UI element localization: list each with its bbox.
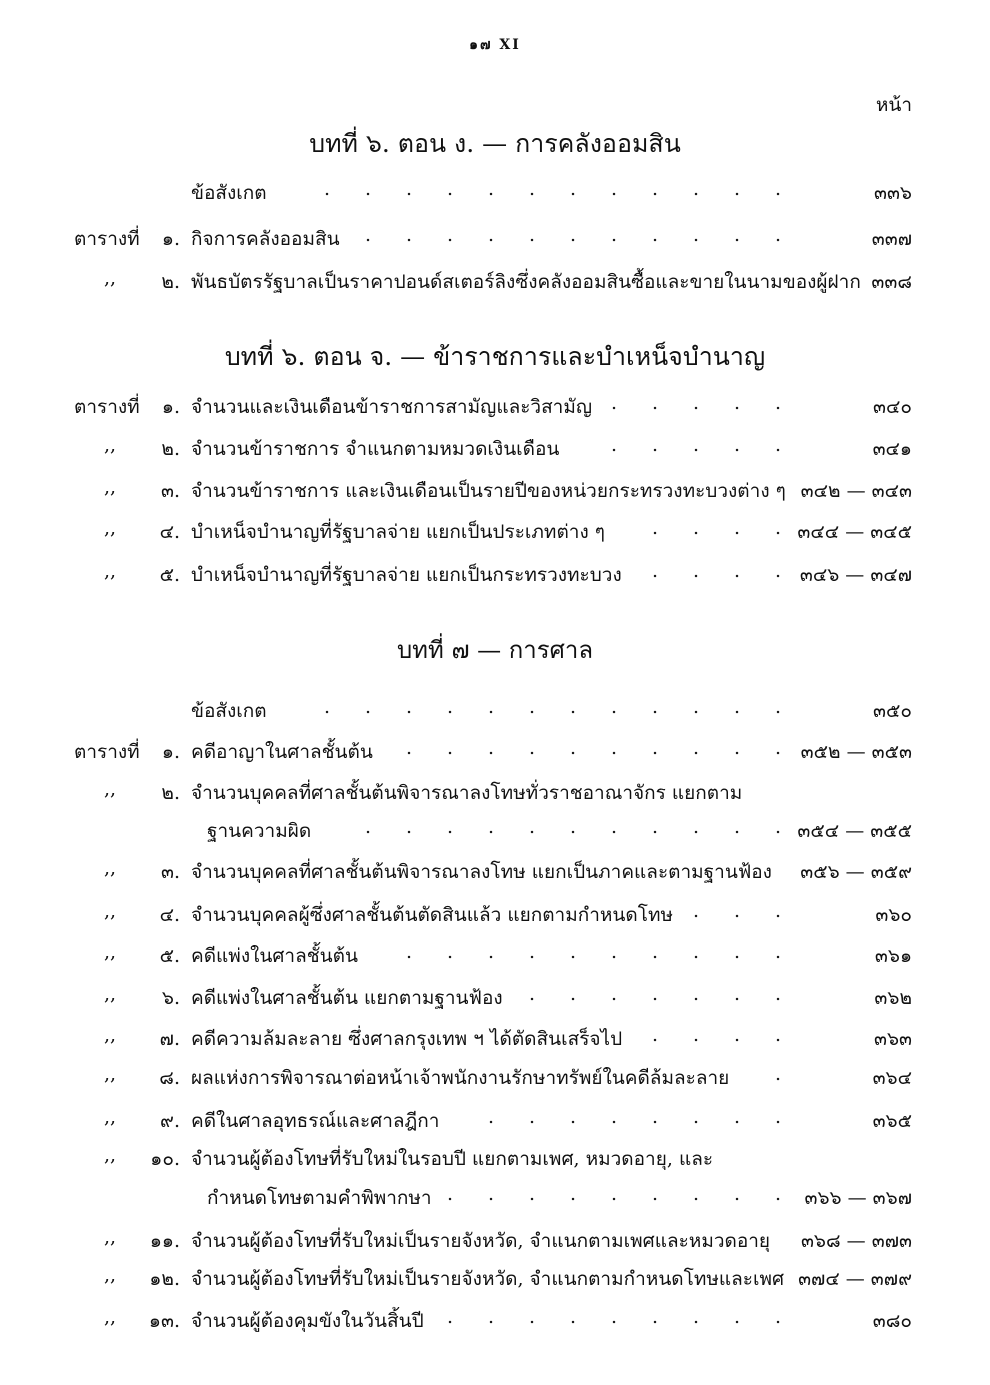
entry-page: ๓๖๘ — ๓๗๓ xyxy=(800,1230,912,1252)
entry-title: จำนวนผู้ต้องโทษที่รับใหม่เป็นรายจังหวัด, จำแนกตามเพศและหมวดอายุ xyxy=(191,1230,771,1252)
entry-number: ๒. xyxy=(161,782,180,804)
entry-title: คดีความล้มละลาย ซึ่งศาลกรุงเทพ ฯ ได้ตัดสินเสร็จไป xyxy=(191,1028,623,1050)
entry-title: คดีอาญาในศาลชั้นต้น xyxy=(191,741,373,763)
toc-row: ข้อสังเกต ๓๓๖ . . . . . . . . . . . . xyxy=(0,178,990,208)
entry-number: ๕. xyxy=(159,945,180,967)
entry-title: จำนวนข้าราชการ และเงินเดือนเป็นรายปีของหน่วยกระทรวงทะบวงต่าง ๆ xyxy=(191,480,786,502)
entry-title: จำนวนผู้ต้องคุมขังในวันสิ้นปี xyxy=(191,1310,424,1332)
table-prefix: ตารางที่ xyxy=(74,396,140,418)
entry-page: ๓๗๔ — ๓๗๙ xyxy=(798,1268,912,1290)
toc-row xyxy=(0,476,990,506)
entry-title: กิจการคลังออมสิน xyxy=(191,228,340,250)
table-prefix: ตารางที่ xyxy=(74,741,140,763)
entry-title: จำนวนบุคคลผู้ซึ่งศาลชั้นต้นตัดสินแล้ว แยกตามกำหนดโทษ xyxy=(191,904,674,926)
table-prefix: ,, xyxy=(104,1106,117,1128)
entry-page: ๓๖๖ — ๓๖๗ xyxy=(804,1187,912,1209)
toc-row: ตารางที่ ๑. คดีอาญาในศาลชั้นต้น ๓๕๒ — ๓๕๓ . . . . . . . . . . xyxy=(0,737,990,767)
toc-row: ข้อสังเกต ๓๕๐ . . . . . . . . . . . . xyxy=(0,696,990,726)
entry-number: ๘. xyxy=(159,1067,180,1089)
entry-number: ๑๑. xyxy=(149,1230,180,1252)
entry-number: ๒. xyxy=(161,271,180,293)
entry-page: ๓๖๑ xyxy=(874,945,912,967)
toc-row: ตารางที่ ๑. กิจการคลังออมสิน ๓๓๗ . . . . . . . . . . . xyxy=(0,224,990,254)
toc-row xyxy=(0,1226,990,1256)
entry-page: ๓๓๘ xyxy=(871,271,912,293)
section-heading-2: บทที่ ๖. ตอน จ. — ข้าราชการและบำเหน็จบำนาญ xyxy=(224,342,766,371)
section-heading-3: บทที่ ๗ — การศาล xyxy=(396,636,594,664)
entry-title: พันธบัตรรัฐบาลเป็นราคาปอนด์สเตอร์ลิงซึ่งคลังออมสินซื้อและขายในนามของผู้ฝาก xyxy=(191,271,861,293)
entry-page: ๓๔๑ xyxy=(872,438,912,460)
entry-page: ๓๕๐ xyxy=(873,700,912,722)
toc-row: ,, ๖. คดีแพ่งในศาลชั้นต้น แยกตามฐานฟ้อง ๓๖๒ . . . . . . . xyxy=(0,983,990,1013)
entry-number: ๒. xyxy=(161,438,180,460)
toc-row xyxy=(0,778,990,808)
entry-title: จำนวนผู้ต้องโทษที่รับใหม่เป็นรายจังหวัด, จำแนกตามกำหนดโทษและเพศ xyxy=(191,1268,785,1290)
table-prefix: ,, xyxy=(104,434,117,456)
entry-number: ๙. xyxy=(160,1110,180,1132)
entry-page: ๓๖๒ xyxy=(874,987,912,1009)
toc-row: ตารางที่ ๑. จำนวนและเงินเดือนข้าราชการสามัญและวิสามัญ ๓๔๐ . . . . . xyxy=(0,392,990,422)
entry-number: ๑. xyxy=(161,396,180,418)
toc-row: กำหนดโทษตามคำพิพากษา ๓๖๖ — ๓๖๗ . . . . . . . . . xyxy=(0,1183,990,1213)
entry-title: กำหนดโทษตามคำพิพากษา xyxy=(207,1187,432,1209)
entry-page: ๓๔๐ xyxy=(873,396,912,418)
table-prefix: ,, xyxy=(104,857,117,879)
table-prefix: ,, xyxy=(104,267,117,289)
section-heading-1: บทที่ ๖. ตอน ง. — การคลังออมสิน xyxy=(309,129,681,158)
entry-number: ๑๓. xyxy=(148,1310,180,1332)
toc-row: ,, ๗. คดีความล้มละลาย ซึ่งศาลกรุงเทพ ฯ ได้ตัดสินเสร็จไป ๓๖๓ . . . . xyxy=(0,1024,990,1054)
table-prefix: ,, xyxy=(104,1264,117,1286)
entry-page: ๓๔๒ — ๓๔๓ xyxy=(800,480,912,502)
entry-page: ๓๖๐ xyxy=(875,904,912,926)
entry-number: ๔. xyxy=(159,904,180,926)
entry-title: บำเหน็จบำนาญที่รัฐบาลจ่าย แยกเป็นประเภทต่าง ๆ xyxy=(191,521,605,543)
entry-page: ๓๔๖ — ๓๔๗ xyxy=(799,564,912,586)
entry-title: จำนวนบุคคลที่ศาลชั้นต้นพิจารณาลงโทษทั่วราชอาณาจักร แยกตาม xyxy=(191,782,743,804)
table-prefix: ,, xyxy=(104,1306,117,1328)
toc-row: ,, ๒. จำนวนข้าราชการ จำแนกตามหมวดเงินเดือน ๓๔๑ . . . . . xyxy=(0,434,990,464)
table-prefix: ,, xyxy=(104,778,117,800)
entry-number: ๑. xyxy=(161,228,180,250)
table-prefix: ,, xyxy=(104,1024,117,1046)
entry-title: คดีแพ่งในศาลชั้นต้น แยกตามฐานฟ้อง xyxy=(191,987,503,1009)
toc-row: ,, ๕. คดีแพ่งในศาลชั้นต้น ๓๖๑ . . . . . . . . . . xyxy=(0,941,990,971)
table-prefix: ตารางที่ xyxy=(74,228,140,250)
table-prefix: ,, xyxy=(104,1226,117,1248)
entry-page: ๓๖๓ xyxy=(873,1028,912,1050)
entry-number: ๗. xyxy=(159,1028,180,1050)
toc-row xyxy=(0,1264,990,1294)
entry-title: จำนวนข้าราชการ จำแนกตามหมวดเงินเดือน xyxy=(191,438,560,460)
toc-row xyxy=(0,857,990,887)
toc-row: ,, ๕. บำเหน็จบำนาญที่รัฐบาลจ่าย แยกเป็นกระทรวงทะบวง ๓๔๖ — ๓๔๗ . . . . xyxy=(0,560,990,590)
table-prefix: ,, xyxy=(104,983,117,1005)
entry-page: ๓๓๖ xyxy=(873,182,912,204)
entry-page: ๓๖๔ xyxy=(872,1067,912,1089)
entry-number: ๓. xyxy=(160,480,180,502)
entry-title: จำนวนผู้ต้องโทษที่รับใหม่ในรอบปี แยกตามเพศ, หมวดอายุ, และ xyxy=(191,1148,714,1170)
entry-number: ๑. xyxy=(161,741,180,763)
entry-page: ๓๖๕ xyxy=(872,1110,912,1132)
toc-row xyxy=(0,1144,990,1174)
entry-page: ๓๘๐ xyxy=(872,1310,912,1332)
page-number: ๑๗ XI xyxy=(469,37,521,53)
entry-title: คดีแพ่งในศาลชั้นต้น xyxy=(191,945,358,967)
entry-number: ๓. xyxy=(160,861,180,883)
page-column-label: หน้า xyxy=(875,94,912,116)
entry-title: คดีในศาลอุทธรณ์และศาลฎีกา xyxy=(191,1110,440,1132)
toc-row: ,, ๑๓. จำนวนผู้ต้องคุมขังในวันสิ้นปี ๓๘๐ . . . . . . . . . xyxy=(0,1306,990,1336)
entry-number: ๕. xyxy=(159,564,180,586)
entry-title: บำเหน็จบำนาญที่รัฐบาลจ่าย แยกเป็นกระทรวงทะบวง xyxy=(191,564,622,586)
entry-page: ๓๕๒ — ๓๕๓ xyxy=(800,741,912,763)
entry-title: ฐานความผิด xyxy=(207,820,312,842)
toc-row: ,, ๙. คดีในศาลอุทธรณ์และศาลฎีกา ๓๖๕ . . . . . . . . xyxy=(0,1106,990,1136)
table-prefix: ,, xyxy=(104,900,117,922)
entry-number: ๑๒. xyxy=(149,1268,180,1290)
entry-page: ๓๕๖ — ๓๕๙ xyxy=(800,861,912,883)
entry-title: ข้อสังเกต xyxy=(191,700,267,722)
entry-title: จำนวนบุคคลที่ศาลชั้นต้นพิจารณาลงโทษ แยกเป็นภาคและตามฐานฟ้อง xyxy=(191,861,772,883)
table-prefix: ,, xyxy=(104,1144,117,1166)
entry-number: ๑๐. xyxy=(150,1148,180,1170)
table-prefix: ,, xyxy=(104,560,117,582)
entry-title: ข้อสังเกต xyxy=(191,182,267,204)
toc-row xyxy=(0,267,990,297)
table-prefix: ,, xyxy=(104,941,117,963)
table-prefix: ,, xyxy=(104,517,117,539)
entry-number: ๖. xyxy=(161,987,180,1009)
toc-row: ,, ๔. บำเหน็จบำนาญที่รัฐบาลจ่าย แยกเป็นประเภทต่าง ๆ ๓๔๔ — ๓๔๕ . . . . xyxy=(0,517,990,547)
toc-row: ,, ๔. จำนวนบุคคลผู้ซึ่งศาลชั้นต้นตัดสินแล้ว แยกตามกำหนดโทษ ๓๖๐ . . . xyxy=(0,900,990,930)
table-prefix: ,, xyxy=(104,476,117,498)
entry-number: ๔. xyxy=(159,521,180,543)
entry-title: ผลแห่งการพิจารณาต่อหน้าเจ้าพนักงานรักษาทรัพย์ในคดีล้มละลาย xyxy=(191,1067,730,1089)
table-prefix: ,, xyxy=(104,1063,117,1085)
entry-title: จำนวนและเงินเดือนข้าราชการสามัญและวิสามัญ xyxy=(191,396,593,418)
entry-page: ๓๕๔ — ๓๕๕ xyxy=(797,820,912,842)
entry-page: ๓๔๔ — ๓๔๕ xyxy=(797,521,912,543)
toc-row: ฐานความผิด ๓๕๔ — ๓๕๕ . . . . . . . . . . . xyxy=(0,816,990,846)
entry-page: ๓๓๗ xyxy=(871,228,912,250)
toc-row: ,, ๘. ผลแห่งการพิจารณาต่อหน้าเจ้าพนักงานรักษาทรัพย์ในคดีล้มละลาย ๓๖๔ . xyxy=(0,1063,990,1093)
